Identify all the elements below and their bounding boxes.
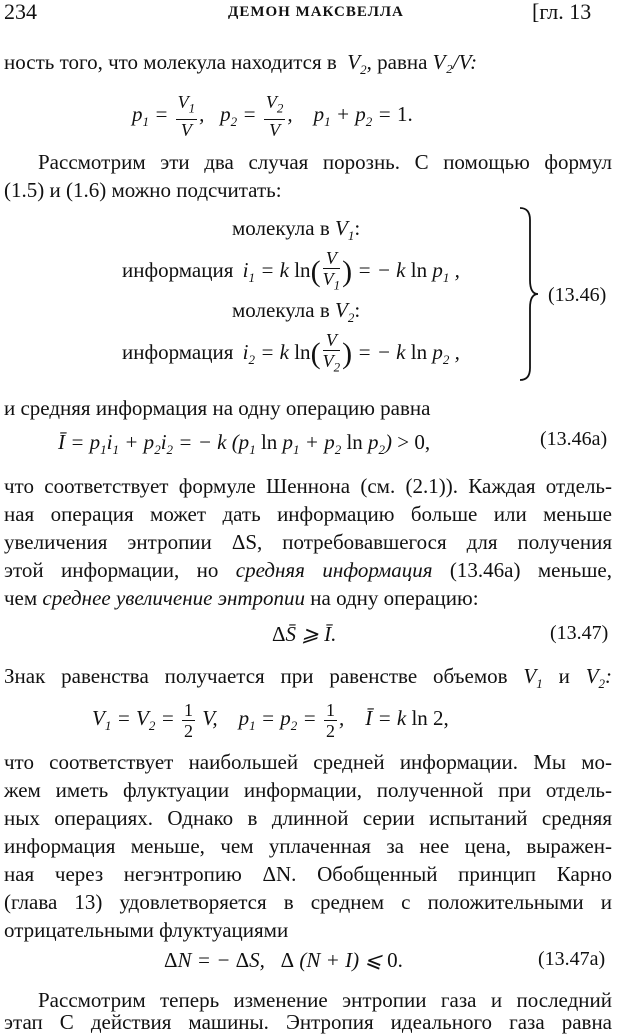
text-line: этап С действия машины. Энтропия идеального газа равна (4, 1010, 612, 1034)
text-span: на одну операцию: (310, 586, 479, 610)
text-line: что соответствует формуле Шеннона (см. (2.1)). Каждая отдель- (4, 474, 612, 498)
text-span: информация (122, 258, 234, 282)
text-line: Рассмотрим теперь изменение энтропии газа и последний (38, 988, 612, 1012)
text-span: чем (4, 586, 38, 610)
chapter-marker: [гл. 13 (532, 0, 592, 24)
text-span: $V_2$: (585, 664, 613, 692)
case-label: молекула в $V_1$: (232, 216, 361, 244)
text-line: ных операциях. Однако в длинной серии испытаний средняя (4, 806, 612, 830)
text-line: информация меньше, чем уплаченная за нее цена, выражен- (4, 834, 612, 858)
page-number: 234 (4, 0, 37, 24)
text-line: и средняя информация на одну операцию равна (4, 396, 431, 420)
right-brace (516, 206, 540, 382)
text-line: Рассмотрим эти два случая порознь. С помощью формул (38, 150, 612, 174)
equation-number: (13.47a) (538, 948, 606, 970)
text-line: ная через негэнтропию ΔN. Обобщенный принцип Карно (4, 862, 612, 886)
text-span: информация (122, 340, 234, 364)
text-line: жем иметь флуктуации информации, полученной при отдель- (4, 778, 612, 802)
text-span: , равна (366, 50, 428, 74)
text-line: что соответствует наибольшей средней информации. Мы мо- (4, 750, 612, 774)
text-line (4, 662, 612, 698)
text-line (4, 584, 479, 612)
text-line: (глава 13) удовлетворяется в среднем с положительными и (4, 890, 612, 914)
equation-probabilities: $p_1$ = $\frac{V_1}{V}$ , $p_2$ = $\frac{V_2}{V}$ , $p_1 + p_2 = 1$. (132, 92, 413, 140)
text-span: (13.46a) меньше, (449, 558, 612, 582)
equation-i2: информация $i_2 = k$ ln( $\frac{V}{V_2}$ ) = − k $\ln p_2$ , (122, 330, 460, 375)
text-span: $V_1$ (523, 664, 543, 692)
text-line (4, 48, 477, 84)
equation-number: (13.47) (550, 622, 609, 644)
equation-13-47a: ΔN = − ΔS, Δ (N + I) ⩽ 0. (164, 948, 403, 972)
text-line (4, 556, 612, 584)
text-span: ность того, что молекула находится в (4, 50, 337, 74)
equation-13-47: ΔS̄ ⩾ Ī. (272, 622, 337, 646)
fraction: $\frac{V_2}{V}$ (265, 92, 284, 140)
text-span: Знак равенства получается при равенстве объемов (4, 664, 508, 688)
text-line: (1.5) и (1.6) можно подсчитать: (4, 178, 282, 202)
emphasis: среднее увеличение энтропии (42, 586, 306, 610)
fraction: $\frac{V_1}{V}$ (177, 92, 196, 140)
emphasis: средняя информация (235, 558, 433, 582)
text-line: отрицательными флуктуациями (4, 918, 289, 942)
text-span: этой информации, но (4, 558, 219, 582)
equation-number: (13.46a) (540, 428, 608, 450)
text-span: V₂/V: (432, 50, 478, 74)
text-line: ная операция может дать информацию больше или меньше (4, 502, 612, 526)
text-span: $V_2$ (342, 50, 367, 78)
text-line: увеличения энтропии ΔS, потребовавшегося для получения (4, 530, 612, 554)
equation-average-info: Ī = $p_1i_1 + p_2i_2$ = − k ($p_1$ $\ln p_1 + p_2$ $\ln p_2) > 0$, (58, 430, 431, 458)
case-label: молекула в $V_2$: (232, 298, 361, 326)
text-span: и (558, 664, 570, 688)
running-title: ДЕМОН МАКСВЕЛЛА (228, 4, 404, 20)
equation-number: (13.46) (548, 284, 607, 306)
equation-equal-volumes: $V_1 = V_2$ = $\frac{1}{2}$ V, $p_1 = p_2$ = $\frac{1}{2}$ , Ī = k ln 2, (92, 699, 449, 741)
equation-i1: информация $i_1 = k$ ln( $\frac{V}{V_1}$ ) = − k $\ln p_1$ , (122, 248, 460, 293)
